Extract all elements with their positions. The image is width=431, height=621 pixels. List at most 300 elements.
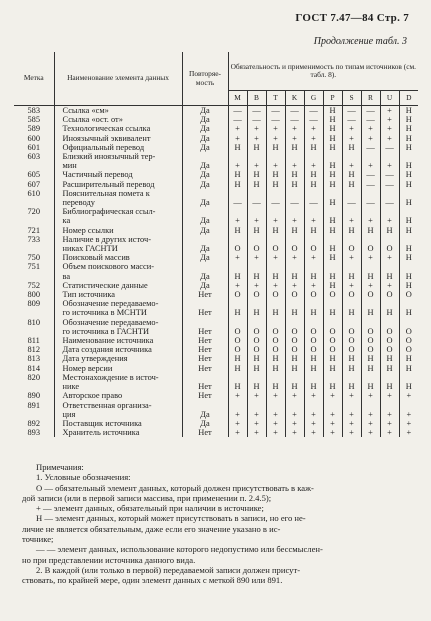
- row-code: 605: [27, 170, 41, 180]
- row-cell-r: +: [361, 281, 380, 290]
- row-cell-u: +: [380, 115, 399, 124]
- row-cell-s: —: [342, 106, 361, 116]
- table-row: [14, 152, 418, 170]
- row-cell-b: —: [247, 189, 266, 207]
- row-cell-p: Н: [323, 124, 342, 133]
- row-name: [54, 180, 182, 189]
- type-header-s: S: [342, 91, 361, 106]
- row-cell-m: Н: [228, 143, 247, 152]
- row-cell-p: Н: [323, 143, 342, 152]
- row-cell-r: —: [361, 115, 380, 124]
- row-cell-t: +: [266, 253, 285, 262]
- row-cell-g: О: [304, 235, 323, 253]
- row-cell-k: —: [285, 115, 304, 124]
- row-code: 813: [27, 354, 41, 364]
- row-cell-d: О: [399, 290, 418, 299]
- table-row: [14, 391, 418, 400]
- row-cell-d: Н: [399, 364, 418, 373]
- row-cell-d: +: [399, 419, 418, 428]
- notes-line: Н — элемент данных, который может присутствовать в записи, но его не-: [36, 513, 306, 524]
- row-cell-u: —: [380, 143, 399, 152]
- row-cell-g: +: [304, 419, 323, 428]
- row-cell-g: Н: [304, 364, 323, 373]
- row-name: [54, 318, 182, 336]
- row-cell-p: Н: [323, 299, 342, 317]
- row-cell-g: Н: [304, 262, 323, 280]
- page-header: ГОСТ 7.47—84 Стр. 7: [295, 12, 409, 24]
- row-name-line: Обозначение передаваемо-: [62, 317, 159, 327]
- row-cell-g: +: [304, 207, 323, 225]
- row-cell-s: Н: [342, 299, 361, 317]
- row-cell-p: Н: [323, 106, 342, 116]
- notes-line: дой записи (или в первой записи массива, при применении п. 2.4.5);: [22, 492, 272, 503]
- row-cell-g: +: [304, 134, 323, 143]
- row-cell-r: —: [361, 180, 380, 189]
- row-repeatability: Нет: [182, 391, 228, 400]
- row-cell-d: О: [399, 318, 418, 336]
- row-cell-m: +: [228, 391, 247, 400]
- table-row: [14, 253, 418, 262]
- row-cell-b: Н: [247, 262, 266, 280]
- row-repeatability: Да: [182, 262, 228, 280]
- row-code: 800: [27, 290, 41, 300]
- type-header-d: D: [399, 91, 418, 106]
- row-cell-p: О: [323, 318, 342, 336]
- row-cell-b: +: [247, 419, 266, 428]
- row-cell-r: Н: [361, 299, 380, 317]
- row-cell-b: Н: [247, 364, 266, 373]
- row-cell-k: Н: [285, 180, 304, 189]
- row-name-line: ция: [62, 409, 76, 419]
- row-cell-t: О: [266, 290, 285, 299]
- row-name-line: Объем поискового масси-: [62, 262, 154, 272]
- row-cell-d: Н: [399, 373, 418, 391]
- row-repeatability: Нет: [182, 364, 228, 373]
- row-name: [54, 419, 182, 428]
- row-cell-m: —: [228, 189, 247, 207]
- row-cell-g: О: [304, 345, 323, 354]
- row-cell-b: Н: [247, 143, 266, 152]
- row-cell-m: +: [228, 281, 247, 290]
- type-header-r: R: [361, 91, 380, 106]
- row-cell-p: +: [323, 401, 342, 419]
- row-name: [54, 345, 182, 354]
- row-code: 812: [27, 345, 41, 355]
- row-cell-u: О: [380, 235, 399, 253]
- table-row: [14, 299, 418, 317]
- row-cell-t: +: [266, 152, 285, 170]
- row-cell-t: О: [266, 336, 285, 345]
- row-cell-k: О: [285, 336, 304, 345]
- row-repeatability: Нет: [182, 345, 228, 354]
- row-cell-k: +: [285, 391, 304, 400]
- row-name-line: Поставщик источника: [62, 418, 142, 428]
- row-cell-s: О: [342, 290, 361, 299]
- row-cell-u: +: [380, 152, 399, 170]
- row-name-line: мин: [62, 161, 77, 171]
- row-cell-k: +: [285, 419, 304, 428]
- row-cell-g: —: [304, 106, 323, 116]
- notes-line: 2. В каждой (или только в первой) передаваемой записи должен присут-: [36, 564, 301, 575]
- row-cell-p: Н: [323, 253, 342, 262]
- row-name-line: Библиографическая ссыл-: [62, 207, 156, 217]
- type-header-u: U: [380, 91, 399, 106]
- row-cell-t: +: [266, 124, 285, 133]
- row-cell-s: Н: [342, 364, 361, 373]
- row-cell-k: Н: [285, 143, 304, 152]
- row-cell-t: +: [266, 207, 285, 225]
- row-cell-r: О: [361, 345, 380, 354]
- row-code: 721: [27, 225, 41, 235]
- row-name-line: Расширительный перевод: [62, 179, 155, 189]
- row-name: [54, 373, 182, 391]
- row-cell-d: Н: [399, 235, 418, 253]
- row-cell-t: +: [266, 401, 285, 419]
- row-name-line: Дата утверждения: [62, 354, 128, 364]
- row-cell-m: О: [228, 345, 247, 354]
- row-name-line: Ответственная организа-: [62, 400, 152, 410]
- row-cell-b: О: [247, 290, 266, 299]
- row-repeatability: Да: [182, 152, 228, 170]
- row-cell-u: +: [380, 134, 399, 143]
- row-name-line: Хранитель источника: [62, 428, 140, 438]
- table-row: [14, 143, 418, 152]
- row-cell-t: О: [266, 235, 285, 253]
- row-cell-k: —: [285, 189, 304, 207]
- row-cell-b: Н: [247, 354, 266, 363]
- row-cell-t: Н: [266, 373, 285, 391]
- row-name-line: нике: [62, 382, 80, 392]
- row-repeatability: Да: [182, 207, 228, 225]
- row-name: [54, 170, 182, 179]
- row-cell-r: +: [361, 134, 380, 143]
- row-cell-g: +: [304, 124, 323, 133]
- row-name-line: Официальный перевод: [62, 142, 145, 152]
- row-repeatability: Да: [182, 170, 228, 179]
- row-name: [54, 143, 182, 152]
- header-code: Метка: [14, 52, 54, 106]
- row-name-line: ка: [62, 216, 71, 226]
- row-cell-s: —: [342, 115, 361, 124]
- row-cell-k: Н: [285, 170, 304, 179]
- row-cell-g: +: [304, 401, 323, 419]
- notes-line: личие не является обязательным, даже если его значение указано в ис-: [22, 523, 281, 534]
- row-name: [54, 336, 182, 345]
- row-cell-t: +: [266, 428, 285, 437]
- row-cell-k: О: [285, 318, 304, 336]
- row-repeatability: Нет: [182, 290, 228, 299]
- row-cell-k: +: [285, 281, 304, 290]
- row-repeatability: Нет: [182, 354, 228, 363]
- row-cell-g: Н: [304, 170, 323, 179]
- row-cell-k: Н: [285, 299, 304, 317]
- row-name-line: переводу: [62, 198, 95, 208]
- table-row: [14, 345, 418, 354]
- row-cell-r: О: [361, 235, 380, 253]
- row-cell-u: +: [380, 391, 399, 400]
- row-cell-t: Н: [266, 170, 285, 179]
- row-cell-s: +: [342, 207, 361, 225]
- row-cell-t: Н: [266, 354, 285, 363]
- row-cell-k: —: [285, 106, 304, 116]
- row-cell-p: +: [323, 391, 342, 400]
- row-name: [54, 189, 182, 207]
- row-cell-d: Н: [399, 106, 418, 116]
- row-code: 810: [27, 317, 41, 327]
- row-name-line: Пояснительная помета к: [62, 188, 150, 198]
- row-cell-d: Н: [399, 170, 418, 179]
- table-row: [14, 364, 418, 373]
- row-code: 750: [27, 253, 41, 263]
- table-row: [14, 281, 418, 290]
- type-header-m: M: [228, 91, 247, 106]
- row-code: 809: [27, 299, 41, 309]
- row-cell-m: +: [228, 419, 247, 428]
- row-cell-b: Н: [247, 170, 266, 179]
- row-cell-p: Н: [323, 189, 342, 207]
- row-name-line: Ссылка «см»: [62, 106, 109, 115]
- row-cell-t: Н: [266, 143, 285, 152]
- row-cell-k: Н: [285, 373, 304, 391]
- row-cell-p: Н: [323, 180, 342, 189]
- row-cell-b: +: [247, 134, 266, 143]
- row-cell-u: Н: [380, 364, 399, 373]
- row-cell-b: Н: [247, 373, 266, 391]
- row-cell-b: +: [247, 401, 266, 419]
- row-cell-k: +: [285, 401, 304, 419]
- row-cell-m: Н: [228, 262, 247, 280]
- row-repeatability: Да: [182, 134, 228, 143]
- row-cell-b: Н: [247, 180, 266, 189]
- row-cell-u: О: [380, 318, 399, 336]
- row-name: [54, 207, 182, 225]
- row-cell-r: Н: [361, 226, 380, 235]
- row-cell-g: О: [304, 290, 323, 299]
- row-code: 893: [27, 428, 41, 438]
- table-row: [14, 189, 418, 207]
- row-repeatability: Нет: [182, 373, 228, 391]
- row-name-line: ва: [62, 271, 71, 281]
- row-cell-d: +: [399, 428, 418, 437]
- table-row: [14, 336, 418, 345]
- row-repeatability: Нет: [182, 336, 228, 345]
- table-row: [14, 401, 418, 419]
- row-cell-u: О: [380, 345, 399, 354]
- row-name-line: Номер версии: [62, 363, 113, 373]
- row-repeatability: Да: [182, 180, 228, 189]
- row-cell-k: О: [285, 345, 304, 354]
- row-name-line: Местонахождение в источ-: [62, 372, 159, 382]
- row-cell-d: О: [399, 336, 418, 345]
- row-name: [54, 152, 182, 170]
- row-name-line: никах ГАСНТИ: [62, 244, 118, 254]
- row-cell-r: —: [361, 189, 380, 207]
- row-cell-u: +: [380, 281, 399, 290]
- row-cell-r: —: [361, 106, 380, 116]
- row-cell-p: Н: [323, 281, 342, 290]
- row-cell-d: +: [399, 391, 418, 400]
- row-repeatability: Да: [182, 281, 228, 290]
- row-cell-b: +: [247, 428, 266, 437]
- row-repeatability: Да: [182, 419, 228, 428]
- row-repeatability: Да: [182, 143, 228, 152]
- row-code: 603: [27, 152, 41, 162]
- row-cell-u: —: [380, 170, 399, 179]
- row-repeatability: Нет: [182, 428, 228, 437]
- table-row: [14, 290, 418, 299]
- row-cell-g: О: [304, 318, 323, 336]
- table-row: [14, 373, 418, 391]
- row-name: [54, 115, 182, 124]
- row-cell-r: +: [361, 419, 380, 428]
- type-header-b: B: [247, 91, 266, 106]
- row-cell-k: +: [285, 253, 304, 262]
- row-cell-d: Н: [399, 189, 418, 207]
- table-row: [14, 106, 418, 116]
- row-code: 891: [27, 400, 41, 410]
- row-cell-t: Н: [266, 299, 285, 317]
- row-cell-r: +: [361, 401, 380, 419]
- row-cell-u: —: [380, 180, 399, 189]
- row-code: 589: [27, 124, 41, 134]
- row-cell-s: +: [342, 281, 361, 290]
- row-cell-b: +: [247, 391, 266, 400]
- table-row: [14, 419, 418, 428]
- row-cell-u: Н: [380, 373, 399, 391]
- row-cell-r: +: [361, 207, 380, 225]
- row-name-line: Наименование источника: [62, 336, 154, 346]
- row-cell-m: +: [228, 134, 247, 143]
- row-cell-d: Н: [399, 152, 418, 170]
- row-cell-p: Н: [323, 354, 342, 363]
- row-repeatability: Да: [182, 189, 228, 207]
- type-header-t: T: [266, 91, 285, 106]
- row-cell-g: —: [304, 189, 323, 207]
- row-cell-p: Н: [323, 262, 342, 280]
- row-cell-m: +: [228, 124, 247, 133]
- row-cell-g: Н: [304, 299, 323, 317]
- row-cell-p: О: [323, 336, 342, 345]
- row-cell-d: Н: [399, 134, 418, 143]
- row-cell-k: Н: [285, 354, 304, 363]
- row-cell-p: О: [323, 345, 342, 354]
- row-cell-u: Н: [380, 226, 399, 235]
- row-cell-d: Н: [399, 354, 418, 363]
- row-cell-d: Н: [399, 143, 418, 152]
- row-name: [54, 428, 182, 437]
- row-cell-k: +: [285, 134, 304, 143]
- row-name-line: Авторское право: [62, 391, 123, 401]
- row-cell-r: О: [361, 290, 380, 299]
- row-cell-d: +: [399, 401, 418, 419]
- row-cell-r: Н: [361, 262, 380, 280]
- row-name-line: Близкий иноязычный тер-: [62, 152, 156, 162]
- notes-line: но при представлении источника данного вида.: [22, 554, 196, 565]
- row-cell-m: Н: [228, 226, 247, 235]
- row-cell-m: Н: [228, 170, 247, 179]
- row-cell-g: Н: [304, 354, 323, 363]
- row-cell-d: Н: [399, 180, 418, 189]
- row-cell-m: Н: [228, 373, 247, 391]
- row-name-line: Наличие в других источ-: [62, 234, 151, 244]
- row-cell-g: +: [304, 152, 323, 170]
- row-name: [54, 364, 182, 373]
- row-code: 811: [27, 336, 40, 346]
- table-row: [14, 134, 418, 143]
- row-cell-r: —: [361, 143, 380, 152]
- row-cell-g: Н: [304, 143, 323, 152]
- row-cell-r: +: [361, 253, 380, 262]
- row-cell-m: —: [228, 106, 247, 116]
- row-cell-m: Н: [228, 299, 247, 317]
- row-cell-s: +: [342, 134, 361, 143]
- notes-line: точнике;: [22, 534, 54, 545]
- row-name-line: го источника в ГАСНТИ: [62, 326, 150, 336]
- table-row: [14, 354, 418, 363]
- table-row: [14, 170, 418, 179]
- row-cell-r: +: [361, 124, 380, 133]
- row-cell-u: Н: [380, 299, 399, 317]
- row-cell-p: Н: [323, 115, 342, 124]
- row-cell-s: +: [342, 253, 361, 262]
- header-name: Наименование элемента данных: [54, 52, 182, 106]
- row-cell-b: +: [247, 281, 266, 290]
- row-cell-u: +: [380, 401, 399, 419]
- row-code: 585: [27, 115, 41, 125]
- row-cell-p: +: [323, 419, 342, 428]
- row-cell-r: О: [361, 336, 380, 345]
- row-cell-t: О: [266, 318, 285, 336]
- row-cell-g: Н: [304, 373, 323, 391]
- row-cell-u: +: [380, 106, 399, 116]
- row-cell-s: О: [342, 235, 361, 253]
- table-continuation-label: Продолжение табл. 3: [313, 36, 407, 47]
- row-cell-k: Н: [285, 226, 304, 235]
- row-cell-g: —: [304, 115, 323, 124]
- row-code: 892: [27, 418, 41, 428]
- row-cell-s: Н: [342, 262, 361, 280]
- row-code: 890: [27, 391, 41, 401]
- row-cell-d: Н: [399, 115, 418, 124]
- row-cell-b: +: [247, 253, 266, 262]
- row-cell-g: +: [304, 428, 323, 437]
- row-cell-m: О: [228, 235, 247, 253]
- row-cell-g: Н: [304, 180, 323, 189]
- row-cell-k: Н: [285, 364, 304, 373]
- row-cell-b: О: [247, 318, 266, 336]
- row-cell-p: Н: [323, 235, 342, 253]
- row-cell-s: +: [342, 419, 361, 428]
- notes-line: + — элемент данных, обязательный при наличии в источнике;: [36, 503, 264, 514]
- row-cell-m: О: [228, 336, 247, 345]
- type-header-k: K: [285, 91, 304, 106]
- table-row: [14, 226, 418, 235]
- row-name-line: Иноязычный эквивалент: [62, 133, 151, 143]
- notes-heading: Примечания:: [36, 462, 84, 472]
- row-cell-b: +: [247, 152, 266, 170]
- row-name: [54, 226, 182, 235]
- row-cell-s: Н: [342, 143, 361, 152]
- row-name-line: Поисковый массив: [62, 253, 130, 263]
- row-cell-s: О: [342, 336, 361, 345]
- type-header-g: G: [304, 91, 323, 106]
- table-row: [14, 180, 418, 189]
- row-cell-m: +: [228, 207, 247, 225]
- row-cell-t: —: [266, 115, 285, 124]
- row-cell-p: Н: [323, 364, 342, 373]
- row-cell-r: +: [361, 152, 380, 170]
- row-cell-s: Н: [342, 373, 361, 391]
